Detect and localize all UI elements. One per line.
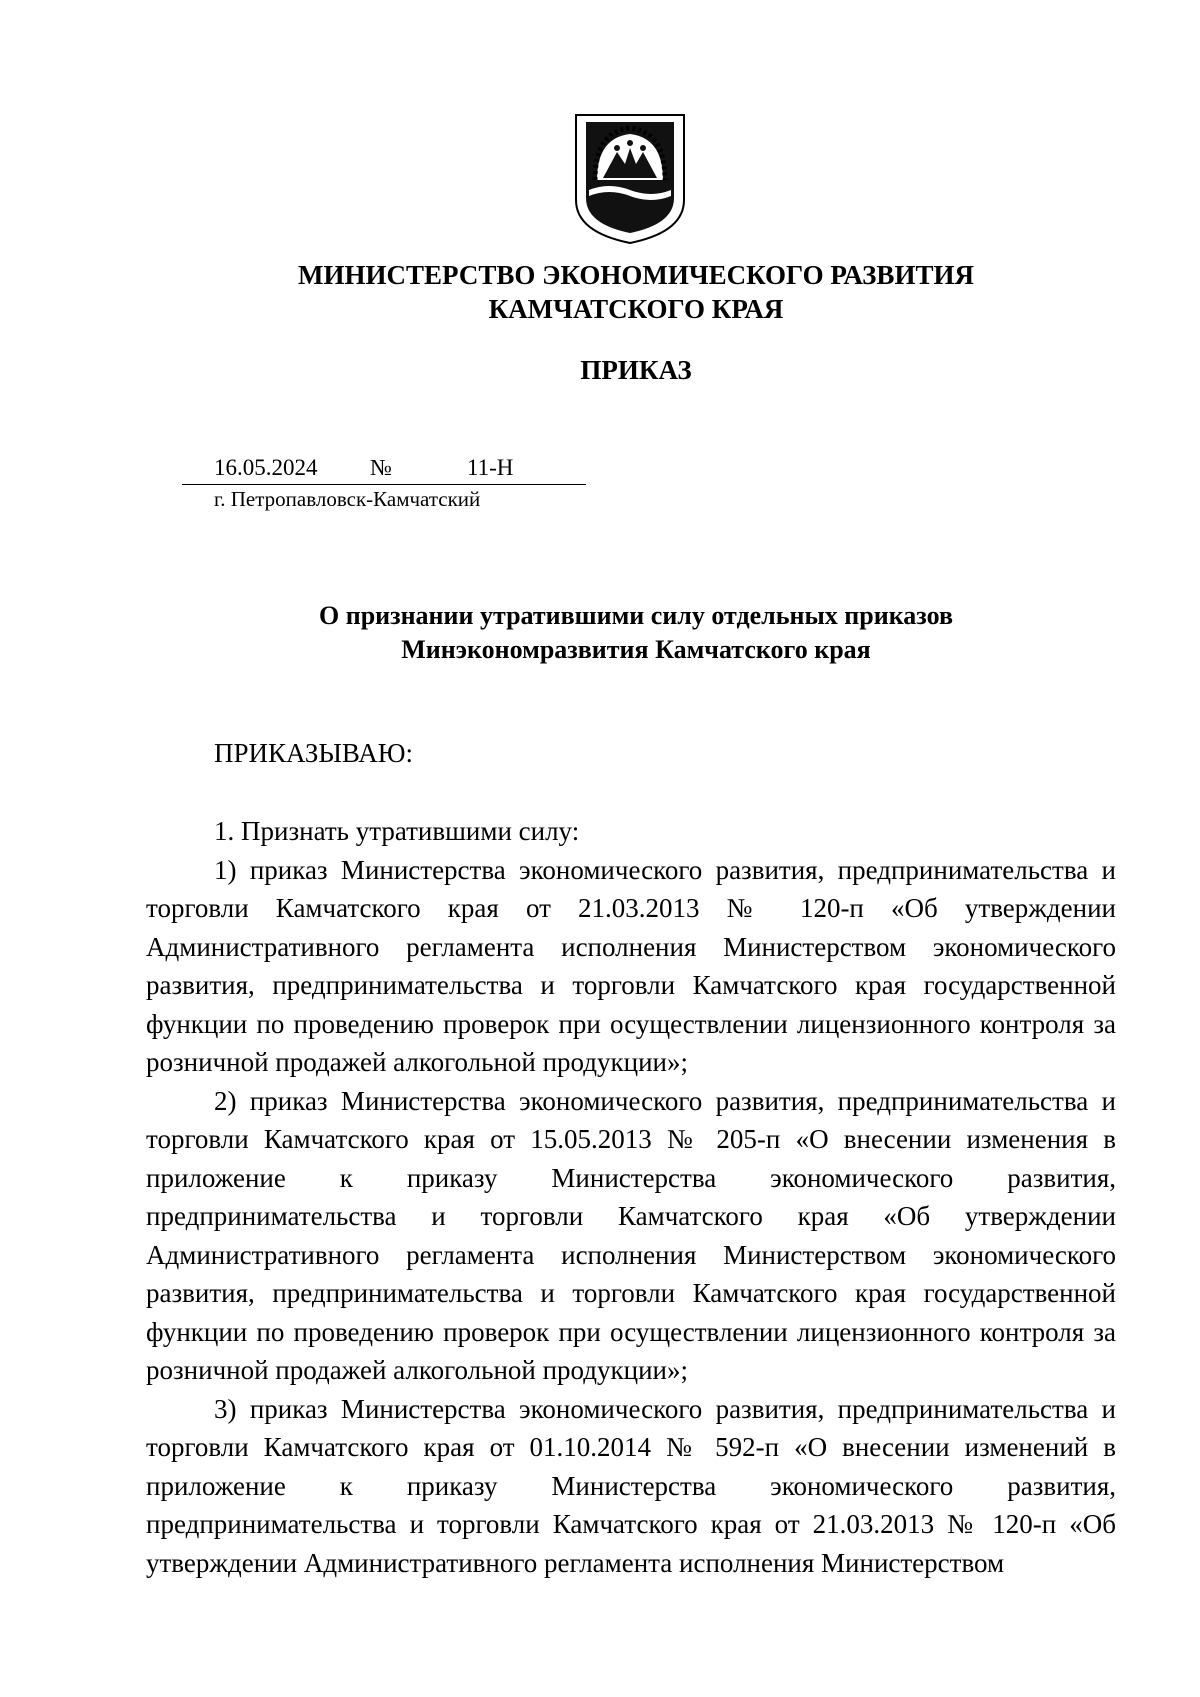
coat-of-arms-icon xyxy=(573,112,687,246)
paragraph-2: 1) приказ Министерства экономического развития, предпринимательства и торговли Камчатского края от 21.03.2013 № 120-п «Об утверждении Административного регламента исполнения Министерством экономического развития, предпринимательства и торговли Камчатского края государственной функции по проведению проверок при осуществлении лицензионного контроля за розничной продажей алкогольной продукции»; xyxy=(146,854,1116,1077)
number-sign: № xyxy=(370,455,392,480)
ministry-name xyxy=(0,258,1200,326)
paragraph-3: 2) приказ Министерства экономического развития, предпринимательства и торговли Камчатского края от 15.05.2013 № 205-п «О внесении изменения в приложение к приказу Министерства экономического развития, предпринимательства и торговли Камчатского края «Об утверждении Административного регламента исполнения Министерством экономического развития, предпринимательства и торговли Камчатского края государственной функции по проведению проверок при осуществлении лицензионного контроля за розничной продажей алкогольной продукции»; xyxy=(146,1085,1116,1385)
order-body xyxy=(146,812,1116,1582)
subject-line1: О признании утратившими силу отдельных приказов xyxy=(318,601,953,630)
document-type: ПРИКАЗ xyxy=(580,355,692,385)
order-number: 11-Н xyxy=(467,455,514,480)
ministry-name-line2: КАМЧАТСКОГО КРАЯ xyxy=(488,294,784,324)
subject-line2: Минэкономразвития Камчатского края xyxy=(401,635,871,664)
paragraph-1: 1. Признать утратившими силу: xyxy=(214,816,580,846)
order-subject xyxy=(0,599,1200,667)
date-number-line xyxy=(182,452,586,485)
order-word: ПРИКАЗЫВАЮ: xyxy=(214,738,413,768)
city-name: г. Петропавловск-Камчатский xyxy=(214,487,481,511)
paragraph-4: 3) приказ Министерства экономического развития, предпринимательства и торговли Камчатского края от 01.10.2014 № 592-п «О внесении изменений в приложение к приказу Министерства экономического развития, предпринимательства и торговли Камчатского края от 21.03.2013 № 120-п «Об утверждении Административного регламента исполнения Министерством xyxy=(146,1393,1116,1578)
ministry-name-line1: МИНИСТЕРСТВО ЭКОНОМИЧЕСКОГО РАЗВИТИЯ xyxy=(298,260,974,290)
order-date: 16.05.2024 xyxy=(214,455,318,480)
